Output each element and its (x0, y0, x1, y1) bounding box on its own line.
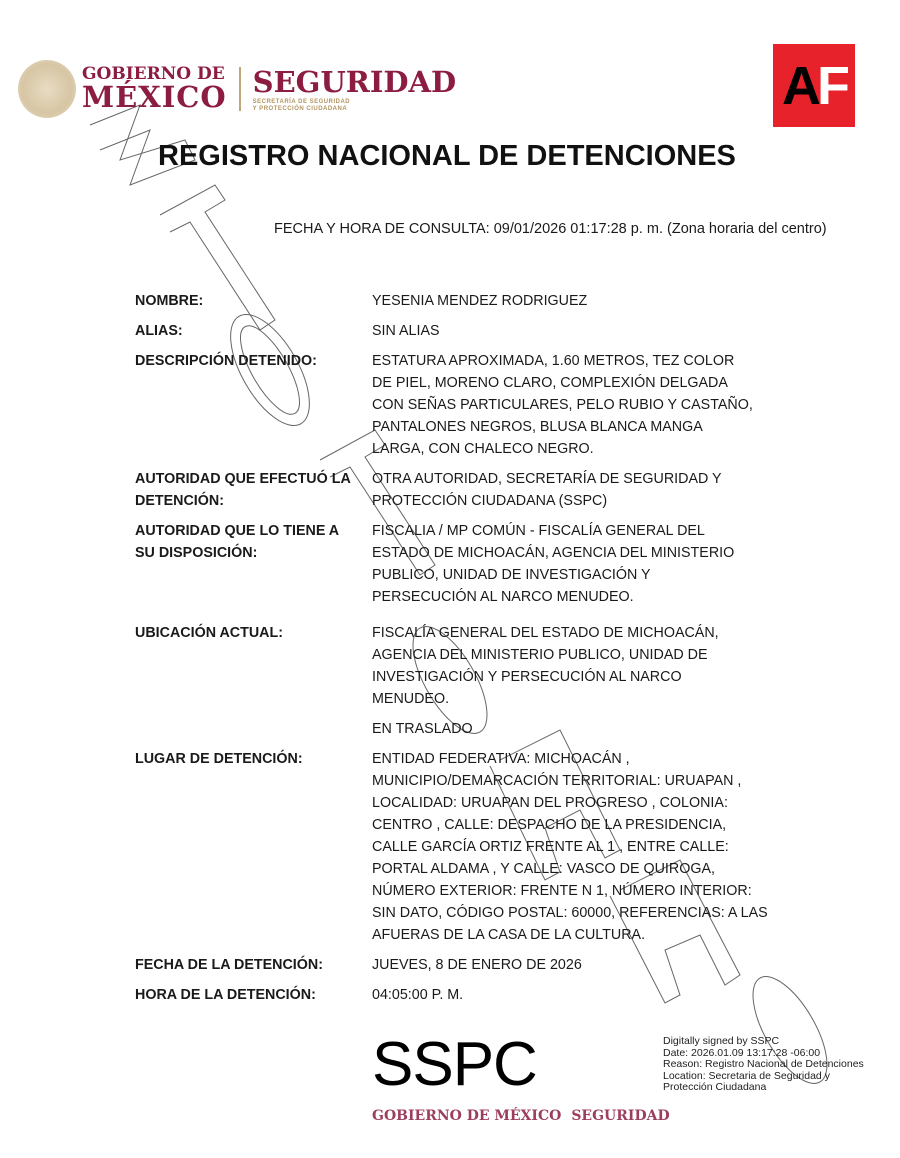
page-title: REGISTRO NACIONAL DE DETENCIONES (158, 140, 736, 172)
field-row (135, 954, 835, 976)
field-value: JUEVES, 8 DE ENERO DE 2026 (372, 957, 582, 973)
field-value: SIN ALIAS (372, 323, 440, 339)
field-label: AUTORIDAD QUE EFECTUÓ LA DETENCIÓN: (135, 471, 351, 509)
gobierno-seguridad-logo (18, 60, 456, 118)
field-row (135, 350, 835, 460)
field-value: OTRA AUTORIDAD, SECRETARÍA DE SEGURIDAD Y PROTECCIÓN CIUDADANA (SSPC) (372, 471, 722, 509)
field-value: FISCALÍA GENERAL DEL ESTADO DE MICHOACÁN, AGENCIA DEL MINISTERIO PUBLICO, UNIDAD DE INVESTIGACIÓN Y PERSECUCIÓN AL NARCO MENUDEO. (372, 625, 719, 707)
consulta-datetime: FECHA Y HORA DE CONSULTA: 09/01/2026 01:17:28 p. m. (Zona horaria del centro) (274, 221, 827, 237)
digital-signature (663, 1036, 864, 1094)
coat-of-arms-icon (18, 60, 76, 118)
signature-line: Date: 2026.01.09 13:17:28 -06:00 (663, 1046, 821, 1059)
field-label: UBICACIÓN ACTUAL: (135, 625, 283, 641)
field-row (135, 718, 835, 740)
field-row (135, 520, 835, 608)
logo-sub2: Y PROTECCIÓN CIUDADANA (252, 106, 348, 112)
detention-record (135, 290, 835, 1014)
field-row (135, 468, 835, 512)
field-label: LUGAR DE DETENCIÓN: (135, 751, 303, 767)
field-label: FECHA DE LA DETENCIÓN: (135, 957, 323, 973)
field-value: FISCALIA / MP COMÚN - FISCALÍA GENERAL DEL ESTADO DE MICHOACÁN, AGENCIA DEL MINISTERIO PUBLICO, UNIDAD DE INVESTIGACIÓN Y PERSECUCIÓN AL NARCO MENUDEO. (372, 523, 735, 605)
signature-logo-gob: GOBIERNO DE MÉXICO (372, 1108, 562, 1124)
sspc-stamp: SSPC (372, 1030, 537, 1099)
field-label: ALIAS: (135, 323, 183, 339)
signature-line: Location: Secretaria de Seguridad y (663, 1069, 830, 1082)
af-badge-logo (773, 44, 855, 127)
field-value: YESENIA MENDEZ RODRIGUEZ (372, 293, 588, 309)
field-row (135, 320, 835, 342)
signature-line: Protección Ciudadana (663, 1081, 767, 1093)
field-row (135, 290, 835, 312)
field-row (135, 984, 835, 1006)
logo-divider (239, 67, 241, 111)
af-f: F (817, 55, 846, 116)
logo-gobierno-de: GOBIERNO DE (82, 64, 225, 84)
field-label: HORA DE LA DETENCIÓN: (135, 987, 316, 1003)
signature-line: Digitally signed by SSPC (663, 1035, 780, 1047)
logo-seguridad: SEGURIDAD (252, 65, 457, 100)
field-label: NOMBRE: (135, 293, 204, 309)
field-label: AUTORIDAD QUE LO TIENE A SU DISPOSICIÓN: (135, 523, 339, 561)
field-value: ENTIDAD FEDERATIVA: MICHOACÁN , MUNICIPIO/DEMARCACIÓN TERRITORIAL: URUAPAN , LOCALIDAD: URUAPAN DEL PROGRESO , COLONIA: CENTRO , CALLE: DESPACHO DE LA PRESIDENCIA, CALLE GARCÍA ORTIZ FRENTE AL 1 , ENTRE CALLE: PORTAL ALDAMA , Y CALLE: VASCO DE QUIROGA, NÚMERO EXTERIOR: FRENTE N 1, NÚMERO INTERIOR: SIN DATO, CÓDIGO POSTAL: 60000, REFERENCIAS: A LAS AFUERAS DE LA CASA DE LA CULTURA. (372, 751, 768, 943)
field-row (135, 748, 835, 946)
field-label: DESCRIPCIÓN DETENIDO: (135, 353, 317, 369)
signature-logo (372, 1108, 670, 1124)
field-value: EN TRASLADO (372, 721, 473, 737)
field-value: 04:05:00 P. M. (372, 987, 464, 1003)
logo-mexico: MÉXICO (82, 80, 227, 114)
af-a: A (782, 55, 817, 116)
signature-logo-seg: SEGURIDAD (571, 1108, 670, 1124)
field-row (135, 622, 835, 710)
logo-sub1: SECRETARÍA DE SEGURIDAD (252, 99, 351, 106)
field-label (135, 718, 372, 740)
signature-line: Reason: Registro Nacional de Detenciones (663, 1058, 864, 1070)
field-value: ESTATURA APROXIMADA, 1.60 METROS, TEZ COLOR DE PIEL, MORENO CLARO, COMPLEXIÓN DELGADA CON SEÑAS PARTICULARES, PELO RUBIO Y CASTAÑO, PANTALONES NEGROS, BLUSA BLANCA MANGA LARGA, CON CHALECO NEGRO. (372, 353, 753, 457)
